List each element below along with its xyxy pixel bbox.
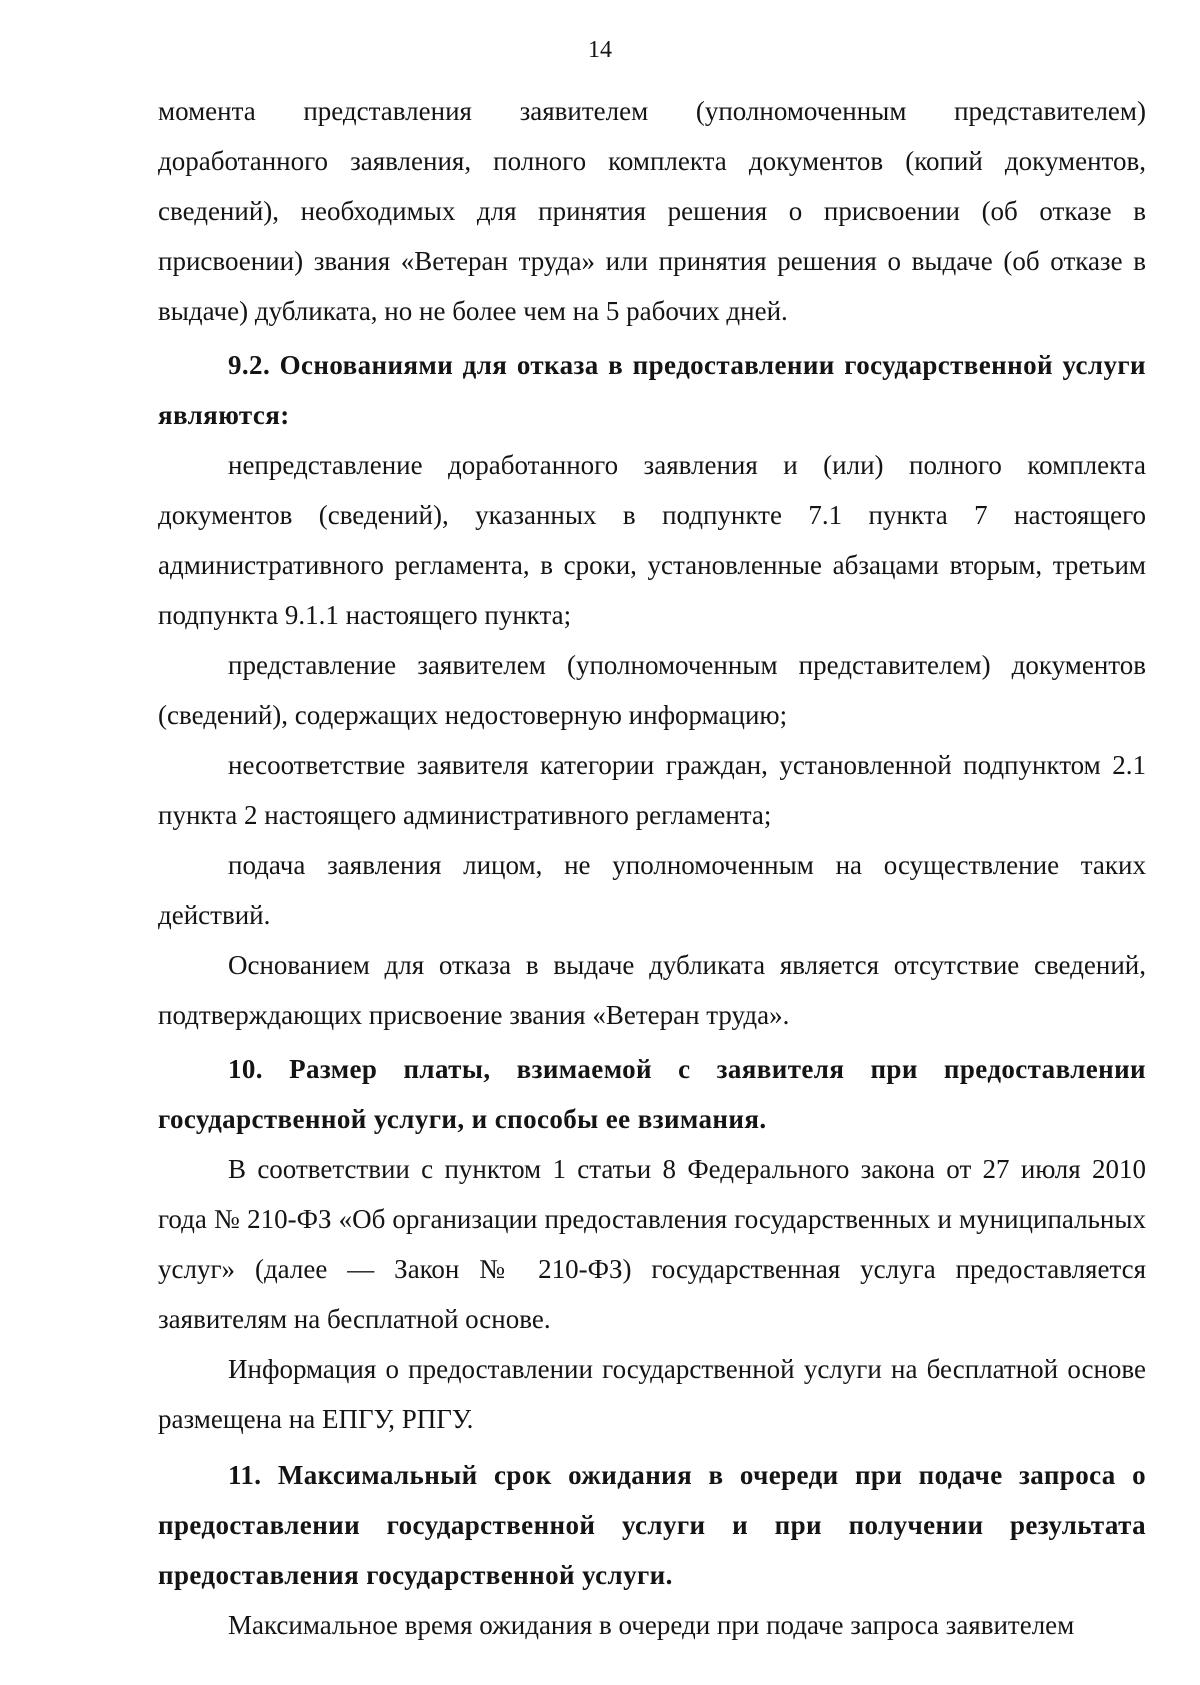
- heading-10: 10. Размер платы, взимаемой с заявителя при предоставлении государственной услуги, и способы ее взимания.: [158, 1054, 1146, 1134]
- paragraph-refusal-ground-2: представление заявителем (уполномоченным представителем) документов (сведений), содержащих недостоверную информацию;: [158, 650, 1146, 730]
- page-number: 14: [588, 37, 612, 63]
- heading-9-2: 9.2. Основаниями для отказа в предоставлении государственной услуги являются:: [158, 350, 1146, 430]
- heading-11: 11. Максимальный срок ожидания в очереди при подаче запроса о предоставлении государственной услуги и при получении результата предоставления государственной услуги.: [158, 1460, 1146, 1590]
- paragraph-fee: В соответствии с пунктом 1 статьи 8 Федерального закона от 27 июля 2010 года № 210-ФЗ «Об организации предоставления государственных и муниципальных услуг» (далее — Закон № 210-ФЗ) государственная услуга предоставляется заявителям на бесплатной основе.: [158, 1154, 1146, 1334]
- paragraph-refusal-ground-4: подача заявления лицом, не уполномоченным на осуществление таких действий.: [158, 850, 1146, 930]
- paragraph-duplicate-refusal: Основанием для отказа в выдаче дубликата является отсутствие сведений, подтверждающих присвоение звания «Ветеран труда».: [158, 950, 1146, 1030]
- paragraph-waiting-time: Максимальное время ожидания в очереди при подаче запроса заявителем: [228, 1610, 1075, 1640]
- paragraph-refusal-ground-1: непредставление доработанного заявления и (или) полного комплекта документов (сведений), указанных в подпункте 7.1 пункта 7 настоящего административного регламента, в сроки, установленные абзацами вторым, третьим подпункта 9.1.1 настоящего пункта;: [158, 450, 1146, 630]
- paragraph-fee-info: Информация о предоставлении государственной услуги на бесплатной основе размещена на ЕПГУ, РПГУ.: [158, 1354, 1146, 1434]
- paragraph-refusal-ground-3: несоответствие заявителя категории граждан, установленной подпунктом 2.1 пункта 2 настоящего административного регламента;: [158, 750, 1146, 830]
- document-body: [158, 86, 1146, 1650]
- paragraph-continuation: момента представления заявителем (уполномоченным представителем) доработанного заявления, полного комплекта документов (копий документов, сведений), необходимых для принятия решения о присвоении (об отказе в присвоении) звания «Ветеран труда» или принятия решения о выдаче (об отказе в выдаче) дубликата, но не более чем на 5 рабочих дней.: [158, 96, 1146, 326]
